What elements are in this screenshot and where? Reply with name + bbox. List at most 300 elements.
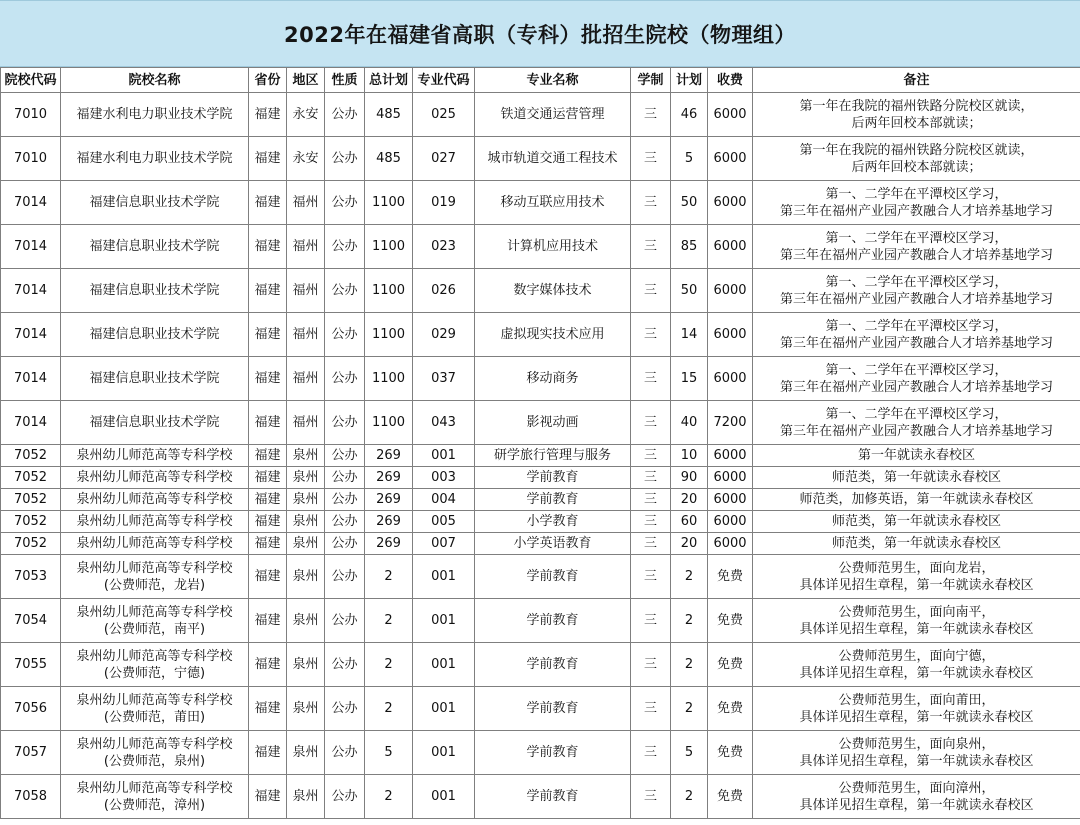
duration-cell: 三 xyxy=(631,533,671,555)
note-cell xyxy=(753,643,1080,687)
duration-cell: 三 xyxy=(631,181,671,225)
province-cell: 福建 xyxy=(249,357,287,401)
note-cell xyxy=(753,511,1080,533)
plan-cell: 60 xyxy=(671,511,708,533)
plan-cell: 50 xyxy=(671,269,708,313)
note-line: 具体详见招生章程，第一年就读永春校区 xyxy=(799,709,1034,725)
nature-cell: 公办 xyxy=(325,445,365,467)
note-cell xyxy=(753,93,1080,137)
school-code-cell: 7052 xyxy=(1,467,61,489)
note-line: 师范类，加修英语，第一年就读永春校区 xyxy=(799,492,1034,507)
note-line: 公费师范男生，面向莆田， xyxy=(838,692,995,708)
school-name-line: (公费师范，漳州) xyxy=(103,797,206,813)
fee-cell: 6000 xyxy=(708,445,753,467)
header-duration: 学制 xyxy=(631,68,671,93)
note-line: 第三年在福州产业园产教融合人才培养基地学习 xyxy=(779,247,1053,263)
province-cell: 福建 xyxy=(249,181,287,225)
note-line: 公费师范男生，面向宁德， xyxy=(838,648,995,664)
region-cell: 福州 xyxy=(287,313,325,357)
school-code-cell: 7052 xyxy=(1,445,61,467)
fee-cell: 6000 xyxy=(708,313,753,357)
major-name-cell: 学前教育 xyxy=(475,555,631,599)
region-cell: 泉州 xyxy=(287,775,325,819)
school-code-cell: 7014 xyxy=(1,181,61,225)
major-code-cell: 001 xyxy=(413,555,475,599)
table-row xyxy=(1,775,1080,819)
school-code-cell: 7052 xyxy=(1,489,61,511)
school-name-line: 泉州幼儿师范高等专科学校 xyxy=(76,470,233,485)
table-row xyxy=(1,357,1080,401)
total-plan-cell: 1100 xyxy=(365,269,413,313)
header-major-code: 专业代码 xyxy=(413,68,475,93)
major-code-cell: 001 xyxy=(413,445,475,467)
table-row xyxy=(1,401,1080,445)
duration-cell: 三 xyxy=(631,775,671,819)
plan-cell: 10 xyxy=(671,445,708,467)
fee-cell: 免费 xyxy=(708,775,753,819)
region-cell: 福州 xyxy=(287,225,325,269)
school-code-cell: 7014 xyxy=(1,357,61,401)
major-code-cell: 005 xyxy=(413,511,475,533)
school-name-line: 福建信息职业技术学院 xyxy=(89,239,220,254)
province-cell: 福建 xyxy=(249,643,287,687)
fee-cell: 免费 xyxy=(708,599,753,643)
school-name-line: 福建信息职业技术学院 xyxy=(89,195,220,210)
note-cell xyxy=(753,731,1080,775)
table-row xyxy=(1,269,1080,313)
major-name-cell: 学前教育 xyxy=(475,489,631,511)
note-line: 师范类，第一年就读永春校区 xyxy=(831,470,1001,485)
school-name-cell xyxy=(61,599,249,643)
note-line: 第三年在福州产业园产教融合人才培养基地学习 xyxy=(779,335,1053,351)
table-body xyxy=(1,93,1080,819)
total-plan-cell: 269 xyxy=(365,511,413,533)
table-row xyxy=(1,93,1080,137)
note-line: 后两年回校本部就读； xyxy=(851,115,982,131)
fee-cell: 免费 xyxy=(708,555,753,599)
duration-cell: 三 xyxy=(631,489,671,511)
table-row xyxy=(1,445,1080,467)
major-name-cell: 移动商务 xyxy=(475,357,631,401)
province-cell: 福建 xyxy=(249,445,287,467)
note-cell xyxy=(753,181,1080,225)
major-code-cell: 001 xyxy=(413,731,475,775)
note-line: 第一、二学年在平潭校区学习， xyxy=(825,406,1008,422)
note-line: 公费师范男生，面向南平， xyxy=(838,604,995,620)
province-cell: 福建 xyxy=(249,599,287,643)
region-cell: 泉州 xyxy=(287,467,325,489)
major-name-cell: 学前教育 xyxy=(475,775,631,819)
fee-cell: 6000 xyxy=(708,511,753,533)
note-cell xyxy=(753,137,1080,181)
note-cell xyxy=(753,269,1080,313)
school-code-cell: 7014 xyxy=(1,225,61,269)
school-name-cell xyxy=(61,357,249,401)
total-plan-cell: 2 xyxy=(365,775,413,819)
duration-cell: 三 xyxy=(631,93,671,137)
major-code-cell: 003 xyxy=(413,467,475,489)
school-code-cell: 7014 xyxy=(1,401,61,445)
note-line: 师范类，第一年就读永春校区 xyxy=(831,536,1001,551)
total-plan-cell: 5 xyxy=(365,731,413,775)
table-row xyxy=(1,555,1080,599)
fee-cell: 6000 xyxy=(708,467,753,489)
table-row xyxy=(1,489,1080,511)
major-name-cell: 铁道交通运营管理 xyxy=(475,93,631,137)
major-name-cell: 学前教育 xyxy=(475,731,631,775)
plan-cell: 46 xyxy=(671,93,708,137)
school-name-cell xyxy=(61,401,249,445)
note-cell xyxy=(753,687,1080,731)
fee-cell: 免费 xyxy=(708,731,753,775)
nature-cell: 公办 xyxy=(325,599,365,643)
note-line: 第一、二学年在平潭校区学习， xyxy=(825,318,1008,334)
fee-cell: 6000 xyxy=(708,137,753,181)
note-cell xyxy=(753,489,1080,511)
major-code-cell: 027 xyxy=(413,137,475,181)
total-plan-cell: 1100 xyxy=(365,181,413,225)
major-name-cell: 研学旅行管理与服务 xyxy=(475,445,631,467)
note-cell xyxy=(753,313,1080,357)
note-cell xyxy=(753,401,1080,445)
nature-cell: 公办 xyxy=(325,401,365,445)
total-plan-cell: 2 xyxy=(365,555,413,599)
note-line: 第一、二学年在平潭校区学习， xyxy=(825,274,1008,290)
note-line: 公费师范男生，面向泉州， xyxy=(838,736,995,752)
header-school-code: 院校代码 xyxy=(1,68,61,93)
nature-cell: 公办 xyxy=(325,731,365,775)
major-name-cell: 小学英语教育 xyxy=(475,533,631,555)
note-line: 具体详见招生章程，第一年就读永春校区 xyxy=(799,797,1034,813)
school-name-line: 福建信息职业技术学院 xyxy=(89,283,220,298)
plan-cell: 5 xyxy=(671,731,708,775)
table-row xyxy=(1,687,1080,731)
school-name-line: 福建水利电力职业技术学院 xyxy=(76,107,233,122)
header-fee: 收费 xyxy=(708,68,753,93)
note-line: 第三年在福州产业园产教融合人才培养基地学习 xyxy=(779,203,1053,219)
note-line: 具体详见招生章程，第一年就读永春校区 xyxy=(799,577,1034,593)
duration-cell: 三 xyxy=(631,731,671,775)
school-name-cell xyxy=(61,731,249,775)
school-code-cell: 7053 xyxy=(1,555,61,599)
fee-cell: 免费 xyxy=(708,643,753,687)
duration-cell: 三 xyxy=(631,445,671,467)
duration-cell: 三 xyxy=(631,313,671,357)
table-row xyxy=(1,181,1080,225)
header-nature: 性质 xyxy=(325,68,365,93)
fee-cell: 6000 xyxy=(708,93,753,137)
duration-cell: 三 xyxy=(631,511,671,533)
header-plan: 计划 xyxy=(671,68,708,93)
note-line: 第一年就读永春校区 xyxy=(857,448,975,463)
major-code-cell: 025 xyxy=(413,93,475,137)
province-cell: 福建 xyxy=(249,93,287,137)
plan-cell: 5 xyxy=(671,137,708,181)
major-code-cell: 001 xyxy=(413,599,475,643)
province-cell: 福建 xyxy=(249,269,287,313)
table-row xyxy=(1,225,1080,269)
header-row xyxy=(1,68,1080,93)
note-line: 公费师范男生，面向漳州， xyxy=(838,780,995,796)
nature-cell: 公办 xyxy=(325,269,365,313)
nature-cell: 公办 xyxy=(325,181,365,225)
province-cell: 福建 xyxy=(249,401,287,445)
nature-cell: 公办 xyxy=(325,93,365,137)
major-name-cell: 学前教育 xyxy=(475,467,631,489)
total-plan-cell: 2 xyxy=(365,643,413,687)
note-line: 第一年在我院的福州铁路分院校区就读， xyxy=(799,142,1034,158)
total-plan-cell: 2 xyxy=(365,599,413,643)
table-row xyxy=(1,533,1080,555)
nature-cell: 公办 xyxy=(325,467,365,489)
school-name-line: 泉州幼儿师范高等专科学校 xyxy=(76,536,233,551)
region-cell: 泉州 xyxy=(287,489,325,511)
plan-cell: 90 xyxy=(671,467,708,489)
major-code-cell: 019 xyxy=(413,181,475,225)
school-name-cell xyxy=(61,225,249,269)
fee-cell: 6000 xyxy=(708,225,753,269)
school-code-cell: 7054 xyxy=(1,599,61,643)
table-row xyxy=(1,467,1080,489)
school-name-cell xyxy=(61,489,249,511)
total-plan-cell: 1100 xyxy=(365,225,413,269)
duration-cell: 三 xyxy=(631,357,671,401)
school-name-line: 福建信息职业技术学院 xyxy=(89,415,220,430)
note-line: 具体详见招生章程，第一年就读永春校区 xyxy=(799,621,1034,637)
header-major-name: 专业名称 xyxy=(475,68,631,93)
header-province: 省份 xyxy=(249,68,287,93)
note-line: 第三年在福州产业园产教融合人才培养基地学习 xyxy=(779,379,1053,395)
school-name-line: 福建信息职业技术学院 xyxy=(89,371,220,386)
major-name-cell: 移动互联应用技术 xyxy=(475,181,631,225)
note-cell xyxy=(753,775,1080,819)
school-name-line: 泉州幼儿师范高等专科学校 xyxy=(76,448,233,463)
note-cell xyxy=(753,225,1080,269)
region-cell: 福州 xyxy=(287,357,325,401)
fee-cell: 6000 xyxy=(708,357,753,401)
school-code-cell: 7014 xyxy=(1,269,61,313)
duration-cell: 三 xyxy=(631,225,671,269)
region-cell: 福州 xyxy=(287,181,325,225)
fee-cell: 6000 xyxy=(708,269,753,313)
school-code-cell: 7058 xyxy=(1,775,61,819)
major-code-cell: 007 xyxy=(413,533,475,555)
school-name-cell xyxy=(61,775,249,819)
major-code-cell: 026 xyxy=(413,269,475,313)
school-name-cell xyxy=(61,181,249,225)
table-row xyxy=(1,313,1080,357)
note-line: 后两年回校本部就读； xyxy=(851,159,982,175)
fee-cell: 7200 xyxy=(708,401,753,445)
nature-cell: 公办 xyxy=(325,511,365,533)
total-plan-cell: 2 xyxy=(365,687,413,731)
note-line: 第一、二学年在平潭校区学习， xyxy=(825,230,1008,246)
nature-cell: 公办 xyxy=(325,489,365,511)
school-code-cell: 7057 xyxy=(1,731,61,775)
plan-cell: 40 xyxy=(671,401,708,445)
region-cell: 泉州 xyxy=(287,643,325,687)
school-name-line: 泉州幼儿师范高等专科学校 xyxy=(76,648,233,664)
major-name-cell: 影视动画 xyxy=(475,401,631,445)
table-row xyxy=(1,511,1080,533)
nature-cell: 公办 xyxy=(325,775,365,819)
note-line: 第三年在福州产业园产教融合人才培养基地学习 xyxy=(779,291,1053,307)
school-name-cell xyxy=(61,137,249,181)
school-name-cell xyxy=(61,269,249,313)
note-line: 具体详见招生章程，第一年就读永春校区 xyxy=(799,665,1034,681)
plan-cell: 85 xyxy=(671,225,708,269)
province-cell: 福建 xyxy=(249,313,287,357)
nature-cell: 公办 xyxy=(325,357,365,401)
major-name-cell: 计算机应用技术 xyxy=(475,225,631,269)
region-cell: 泉州 xyxy=(287,731,325,775)
nature-cell: 公办 xyxy=(325,555,365,599)
school-name-cell xyxy=(61,93,249,137)
school-name-line: (公费师范，宁德) xyxy=(103,665,206,681)
school-code-cell: 7056 xyxy=(1,687,61,731)
duration-cell: 三 xyxy=(631,269,671,313)
total-plan-cell: 1100 xyxy=(365,401,413,445)
total-plan-cell: 485 xyxy=(365,137,413,181)
school-name-line: 泉州幼儿师范高等专科学校 xyxy=(76,514,233,529)
province-cell: 福建 xyxy=(249,511,287,533)
total-plan-cell: 269 xyxy=(365,467,413,489)
school-name-line: (公费师范，莆田) xyxy=(103,709,206,725)
note-line: 第一年在我院的福州铁路分院校区就读， xyxy=(799,98,1034,114)
region-cell: 福州 xyxy=(287,401,325,445)
total-plan-cell: 269 xyxy=(365,445,413,467)
plan-cell: 20 xyxy=(671,489,708,511)
school-name-line: 泉州幼儿师范高等专科学校 xyxy=(76,736,233,752)
major-name-cell: 虚拟现实技术应用 xyxy=(475,313,631,357)
duration-cell: 三 xyxy=(631,687,671,731)
duration-cell: 三 xyxy=(631,599,671,643)
region-cell: 永安 xyxy=(287,93,325,137)
nature-cell: 公办 xyxy=(325,225,365,269)
region-cell: 泉州 xyxy=(287,599,325,643)
plan-cell: 2 xyxy=(671,555,708,599)
total-plan-cell: 1100 xyxy=(365,357,413,401)
province-cell: 福建 xyxy=(249,533,287,555)
nature-cell: 公办 xyxy=(325,313,365,357)
major-name-cell: 学前教育 xyxy=(475,643,631,687)
school-name-line: (公费师范，南平) xyxy=(103,621,206,637)
school-name-cell xyxy=(61,445,249,467)
fee-cell: 免费 xyxy=(708,687,753,731)
table-row xyxy=(1,643,1080,687)
school-name-cell xyxy=(61,643,249,687)
school-name-cell xyxy=(61,467,249,489)
school-name-cell xyxy=(61,533,249,555)
school-name-cell xyxy=(61,687,249,731)
school-code-cell: 7055 xyxy=(1,643,61,687)
table-row xyxy=(1,599,1080,643)
major-code-cell: 004 xyxy=(413,489,475,511)
province-cell: 福建 xyxy=(249,687,287,731)
header-region: 地区 xyxy=(287,68,325,93)
school-name-line: 福建信息职业技术学院 xyxy=(89,327,220,342)
fee-cell: 6000 xyxy=(708,533,753,555)
province-cell: 福建 xyxy=(249,489,287,511)
table-row xyxy=(1,137,1080,181)
major-code-cell: 001 xyxy=(413,775,475,819)
table-row xyxy=(1,731,1080,775)
plan-cell: 2 xyxy=(671,775,708,819)
note-line: 公费师范男生，面向龙岩， xyxy=(838,560,995,576)
region-cell: 泉州 xyxy=(287,511,325,533)
total-plan-cell: 1100 xyxy=(365,313,413,357)
total-plan-cell: 485 xyxy=(365,93,413,137)
nature-cell: 公办 xyxy=(325,533,365,555)
school-name-line: 福建水利电力职业技术学院 xyxy=(76,151,233,166)
province-cell: 福建 xyxy=(249,467,287,489)
fee-cell: 6000 xyxy=(708,181,753,225)
fee-cell: 6000 xyxy=(708,489,753,511)
header-school-name: 院校名称 xyxy=(61,68,249,93)
duration-cell: 三 xyxy=(631,643,671,687)
school-name-line: 泉州幼儿师范高等专科学校 xyxy=(76,780,233,796)
header-note: 备注 xyxy=(753,68,1080,93)
note-cell xyxy=(753,445,1080,467)
admission-table xyxy=(0,67,1080,819)
province-cell: 福建 xyxy=(249,137,287,181)
major-name-cell: 城市轨道交通工程技术 xyxy=(475,137,631,181)
region-cell: 泉州 xyxy=(287,445,325,467)
header-total-plan: 总计划 xyxy=(365,68,413,93)
plan-cell: 15 xyxy=(671,357,708,401)
plan-cell: 20 xyxy=(671,533,708,555)
note-cell xyxy=(753,467,1080,489)
major-name-cell: 数字媒体技术 xyxy=(475,269,631,313)
region-cell: 泉州 xyxy=(287,687,325,731)
province-cell: 福建 xyxy=(249,225,287,269)
school-code-cell: 7052 xyxy=(1,511,61,533)
major-name-cell: 学前教育 xyxy=(475,599,631,643)
school-name-line: 泉州幼儿师范高等专科学校 xyxy=(76,692,233,708)
region-cell: 泉州 xyxy=(287,533,325,555)
school-name-cell xyxy=(61,555,249,599)
major-code-cell: 037 xyxy=(413,357,475,401)
note-line: 第三年在福州产业园产教融合人才培养基地学习 xyxy=(779,423,1053,439)
region-cell: 福州 xyxy=(287,269,325,313)
school-name-line: (公费师范，龙岩) xyxy=(103,577,206,593)
plan-cell: 2 xyxy=(671,599,708,643)
school-code-cell: 7052 xyxy=(1,533,61,555)
note-line: 第一、二学年在平潭校区学习， xyxy=(825,362,1008,378)
duration-cell: 三 xyxy=(631,467,671,489)
major-code-cell: 001 xyxy=(413,643,475,687)
major-code-cell: 043 xyxy=(413,401,475,445)
school-name-cell xyxy=(61,313,249,357)
nature-cell: 公办 xyxy=(325,137,365,181)
note-line: 第一、二学年在平潭校区学习， xyxy=(825,186,1008,202)
nature-cell: 公办 xyxy=(325,643,365,687)
school-name-cell xyxy=(61,511,249,533)
note-cell xyxy=(753,599,1080,643)
school-code-cell: 7010 xyxy=(1,137,61,181)
total-plan-cell: 269 xyxy=(365,489,413,511)
major-name-cell: 小学教育 xyxy=(475,511,631,533)
note-cell xyxy=(753,357,1080,401)
province-cell: 福建 xyxy=(249,555,287,599)
duration-cell: 三 xyxy=(631,137,671,181)
duration-cell: 三 xyxy=(631,401,671,445)
school-name-line: 泉州幼儿师范高等专科学校 xyxy=(76,604,233,620)
sheet-title: 2022年在福建省高职（专科）批招生院校（物理组） xyxy=(0,0,1080,67)
total-plan-cell: 269 xyxy=(365,533,413,555)
school-name-line: 泉州幼儿师范高等专科学校 xyxy=(76,492,233,507)
region-cell: 泉州 xyxy=(287,555,325,599)
